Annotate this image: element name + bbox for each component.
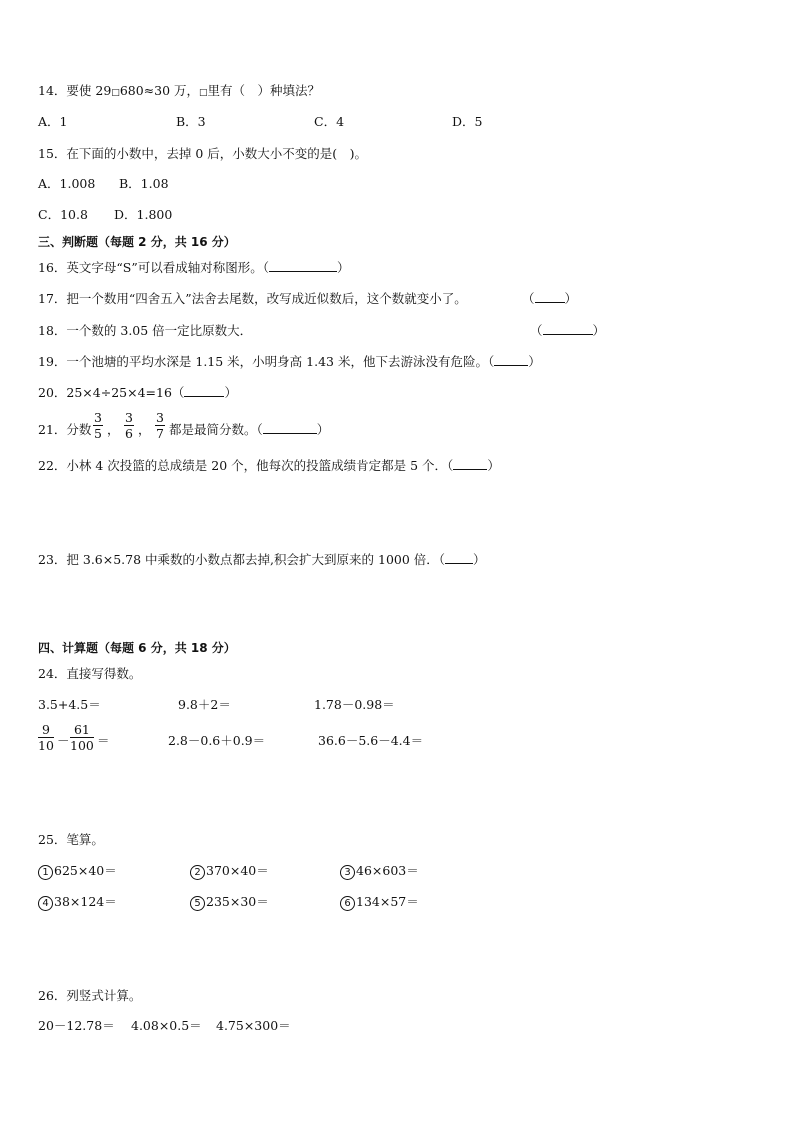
- q24-expr: 36.6－5.6－4.4＝: [318, 733, 424, 748]
- question-17: 17．把一个数用“四舍五入”法舍去尾数，改写成近似数后，这个数就变小了。: [38, 291, 467, 306]
- answer-blank[interactable]: [445, 551, 473, 564]
- q26-expr: 4.75×300＝: [216, 1018, 291, 1033]
- circled-number-icon: 6: [340, 896, 355, 911]
- blank-square-icon: □: [199, 88, 208, 98]
- q24-expr: 9.8＋2＝: [178, 697, 231, 712]
- section-4-title: 四、计算题（每题 6 分，共 18 分）: [38, 641, 236, 655]
- circled-number-icon: 2: [190, 865, 205, 880]
- circled-number-icon: 3: [340, 865, 355, 880]
- q24-expr: 3.5+4.5＝: [38, 697, 101, 712]
- q25-item: 2 370×40＝: [190, 862, 269, 880]
- blank-square-icon: □: [111, 88, 120, 98]
- q25-item: 4 38×124＝: [38, 893, 117, 911]
- q15-option-c: C．10.8: [38, 207, 88, 222]
- q24-expr: 1.78－0.98＝: [314, 697, 395, 712]
- q15-option-a: A．1.008: [38, 176, 96, 191]
- q25-item: 3 46×603＝: [340, 862, 419, 880]
- q14-option-c: C．4: [314, 114, 345, 129]
- q18-answer: （ ）: [530, 323, 606, 338]
- circled-number-icon: 5: [190, 896, 205, 911]
- question-20: 20．25×4÷25×4=16（ ）: [38, 385, 237, 400]
- q14-option-d: D．5: [452, 114, 483, 129]
- question-15: 15．在下面的小数中，去掉 0 后，小数大小不变的是( )。: [38, 146, 368, 161]
- fraction: $\frac{9}{10}$: [38, 722, 54, 753]
- separator: ，: [138, 422, 151, 437]
- q26-expr: 4.08×0.5＝: [131, 1018, 202, 1033]
- answer-blank[interactable]: [263, 421, 317, 434]
- fraction: $\frac{3}{6}$: [125, 410, 133, 441]
- q17-answer: （ ）: [522, 291, 578, 306]
- separator: ，: [107, 422, 120, 437]
- question-18: 18．一个数的 3.05 倍一定比原数大．: [38, 323, 253, 338]
- fraction: $\frac{61}{100}$: [70, 722, 94, 753]
- q24-expr: 2.8－0.6＋0.9＝: [168, 733, 266, 748]
- answer-blank[interactable]: [184, 384, 224, 397]
- answer-blank[interactable]: [543, 322, 593, 335]
- equals-sign: ＝: [97, 733, 110, 748]
- q14-option-a: A．1: [38, 114, 68, 129]
- question-26-title: 26．列竖式计算。: [38, 988, 142, 1003]
- q25-item: 6 134×57＝: [340, 893, 419, 911]
- minus-sign: －: [57, 733, 70, 748]
- fraction: $\frac{3}{7}$: [156, 410, 164, 441]
- answer-blank[interactable]: [453, 457, 487, 470]
- q15-option-d: D．1.800: [114, 207, 173, 222]
- q14-text-b: 680≈30 万，: [119, 83, 200, 98]
- answer-blank[interactable]: [535, 290, 565, 303]
- q21-prefix: 21．分数: [38, 422, 92, 437]
- section-3-title: 三、判断题（每题 2 分，共 16 分）: [38, 235, 236, 249]
- question-25-title: 25．笔算。: [38, 832, 104, 847]
- q14-text-a: 14．要使 29: [38, 83, 112, 98]
- answer-blank[interactable]: [269, 259, 337, 272]
- question-24-title: 24．直接写得数。: [38, 666, 142, 681]
- q15-option-b: B．1.08: [119, 176, 169, 191]
- question-23: 23．把 3.6×5.78 中乘数的小数点都去掉,积会扩大到原来的 1000 倍．（ ）: [38, 552, 486, 567]
- circled-number-icon: 1: [38, 865, 53, 880]
- q26-expr: 20－12.78＝: [38, 1018, 115, 1033]
- question-22: 22．小林 4 次投篮的总成绩是 20 个，他每次的投篮成绩肯定都是 5 个．（ ）: [38, 458, 500, 473]
- question-14: [38, 82, 320, 102]
- q25-item: 1 625×40＝: [38, 862, 117, 880]
- q14-text-c: 里有（ ）种填法？: [207, 83, 321, 98]
- q21-suffix: 都是最简分数。（ ）: [169, 422, 330, 437]
- answer-blank[interactable]: [494, 353, 528, 366]
- fraction: $\frac{3}{5}$: [94, 410, 102, 441]
- question-16: 16．英文字母“S”可以看成轴对称图形。（ ）: [38, 260, 350, 275]
- q25-item: 5 235×30＝: [190, 893, 269, 911]
- circled-number-icon: 4: [38, 896, 53, 911]
- question-19: 19．一个池塘的平均水深是 1.15 米，小明身高 1.43 米，他下去游泳没有危险。（ ）: [38, 354, 541, 369]
- q14-option-b: B．3: [176, 114, 206, 129]
